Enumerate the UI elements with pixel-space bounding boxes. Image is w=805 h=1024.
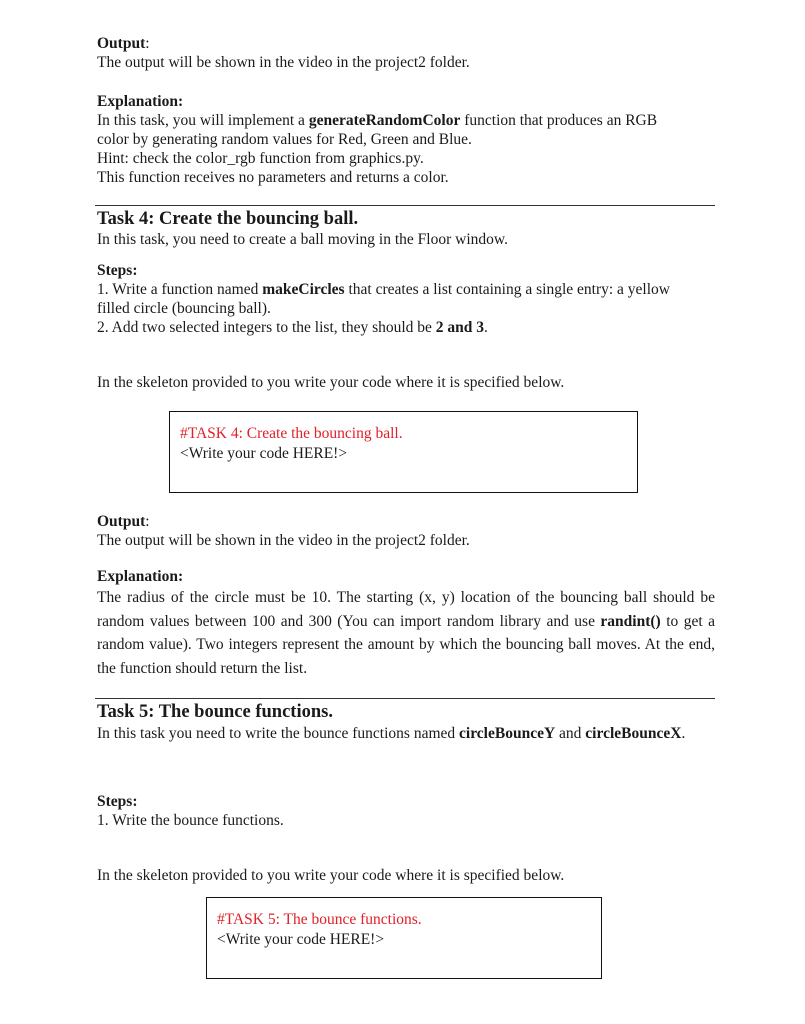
text-span: 1. Write a function named bbox=[97, 281, 263, 298]
section-divider bbox=[95, 698, 715, 699]
task4-code-box bbox=[169, 411, 638, 493]
explanation-line-4: This function receives no parameters and returns a color. bbox=[97, 169, 449, 186]
task4-skeleton-note bbox=[97, 373, 715, 392]
task4-steps bbox=[97, 261, 715, 337]
explanation-line-2: color by generating random values for Red, Green and Blue. bbox=[97, 131, 472, 148]
section-divider bbox=[95, 205, 715, 206]
code-comment: #TASK 4: Create the bouncing ball. bbox=[180, 425, 403, 442]
code-comment: #TASK 5: The bounce functions. bbox=[217, 911, 422, 928]
function-name-circle-bounce-y: circleBounceY bbox=[459, 725, 556, 742]
text-span: 2. Add two selected integers to the list, they should be bbox=[97, 319, 436, 336]
output-heading: Output: bbox=[97, 35, 150, 52]
output-label: Output bbox=[97, 513, 146, 530]
output-text: The output will be shown in the video in the project2 folder. bbox=[97, 532, 470, 549]
explanation-label: Explanation: bbox=[97, 568, 184, 585]
task5-step-1: 1. Write the bounce functions. bbox=[97, 812, 284, 829]
explanation-line-1 bbox=[97, 111, 715, 130]
code-placeholder: <Write your code HERE!> bbox=[180, 445, 348, 462]
text-span: and bbox=[555, 725, 586, 742]
task5-heading: Task 5: The bounce functions. bbox=[97, 702, 333, 722]
task4-explanation-section bbox=[97, 567, 715, 680]
task4-step-1-cont: filled circle (bouncing ball). bbox=[97, 300, 271, 317]
task4-output-section bbox=[97, 512, 715, 550]
prev-explanation-section bbox=[97, 92, 715, 187]
output-label: Output bbox=[97, 35, 146, 52]
output-heading: Output: bbox=[97, 513, 150, 530]
explanation-line-3: Hint: check the color_rgb function from graphics.py. bbox=[97, 150, 424, 167]
prev-output-section bbox=[97, 34, 715, 72]
text-span: In this task, you will implement a bbox=[97, 112, 309, 129]
task5-code-box bbox=[206, 897, 602, 979]
function-name-randint: randint() bbox=[600, 612, 661, 630]
task5-section bbox=[97, 701, 715, 745]
task5-intro bbox=[97, 723, 715, 745]
text-span: The radius of the circle must be 10. The starting (x, y) location of the bouncing ball should be random values between 100 and 300 (You can import random library and use bbox=[97, 589, 715, 630]
text-span: function that produces an RGB bbox=[460, 112, 658, 129]
text-span: In this task you need to write the bounce functions named bbox=[97, 725, 460, 742]
code-placeholder: <Write your code HERE!> bbox=[217, 931, 385, 948]
task4-section bbox=[97, 208, 715, 249]
text-span: that creates a list containing a single entry: a yellow bbox=[344, 281, 670, 298]
text-span: . bbox=[681, 725, 686, 742]
steps-label: Steps: bbox=[97, 793, 138, 810]
task4-heading: Task 4: Create the bouncing ball. bbox=[97, 209, 359, 229]
function-name-generate-random-color: generateRandomColor bbox=[308, 112, 461, 129]
text-span: . bbox=[484, 319, 488, 336]
task4-intro: In this task, you need to create a ball moving in the Floor window. bbox=[97, 231, 508, 248]
explanation-paragraph bbox=[97, 586, 715, 680]
task5-steps bbox=[97, 792, 715, 830]
selected-integers: 2 and 3 bbox=[435, 319, 485, 336]
skeleton-text: In the skeleton provided to you write your code where it is specified below. bbox=[97, 867, 565, 884]
function-name-circle-bounce-x: circleBounceX bbox=[585, 725, 682, 742]
task4-step-1 bbox=[97, 280, 715, 299]
output-text: The output will be shown in the video in the project2 folder. bbox=[97, 54, 470, 71]
task4-step-2 bbox=[97, 318, 715, 337]
skeleton-text: In the skeleton provided to you write your code where it is specified below. bbox=[97, 374, 565, 391]
explanation-label: Explanation: bbox=[97, 93, 184, 110]
text-span: to get a random value). Two integers represent the amount by which the bouncing ball moves. At the end, the function should return the list. bbox=[97, 612, 715, 677]
task5-skeleton-note bbox=[97, 866, 715, 885]
steps-label: Steps: bbox=[97, 262, 138, 279]
function-name-make-circles: makeCircles bbox=[262, 281, 345, 298]
